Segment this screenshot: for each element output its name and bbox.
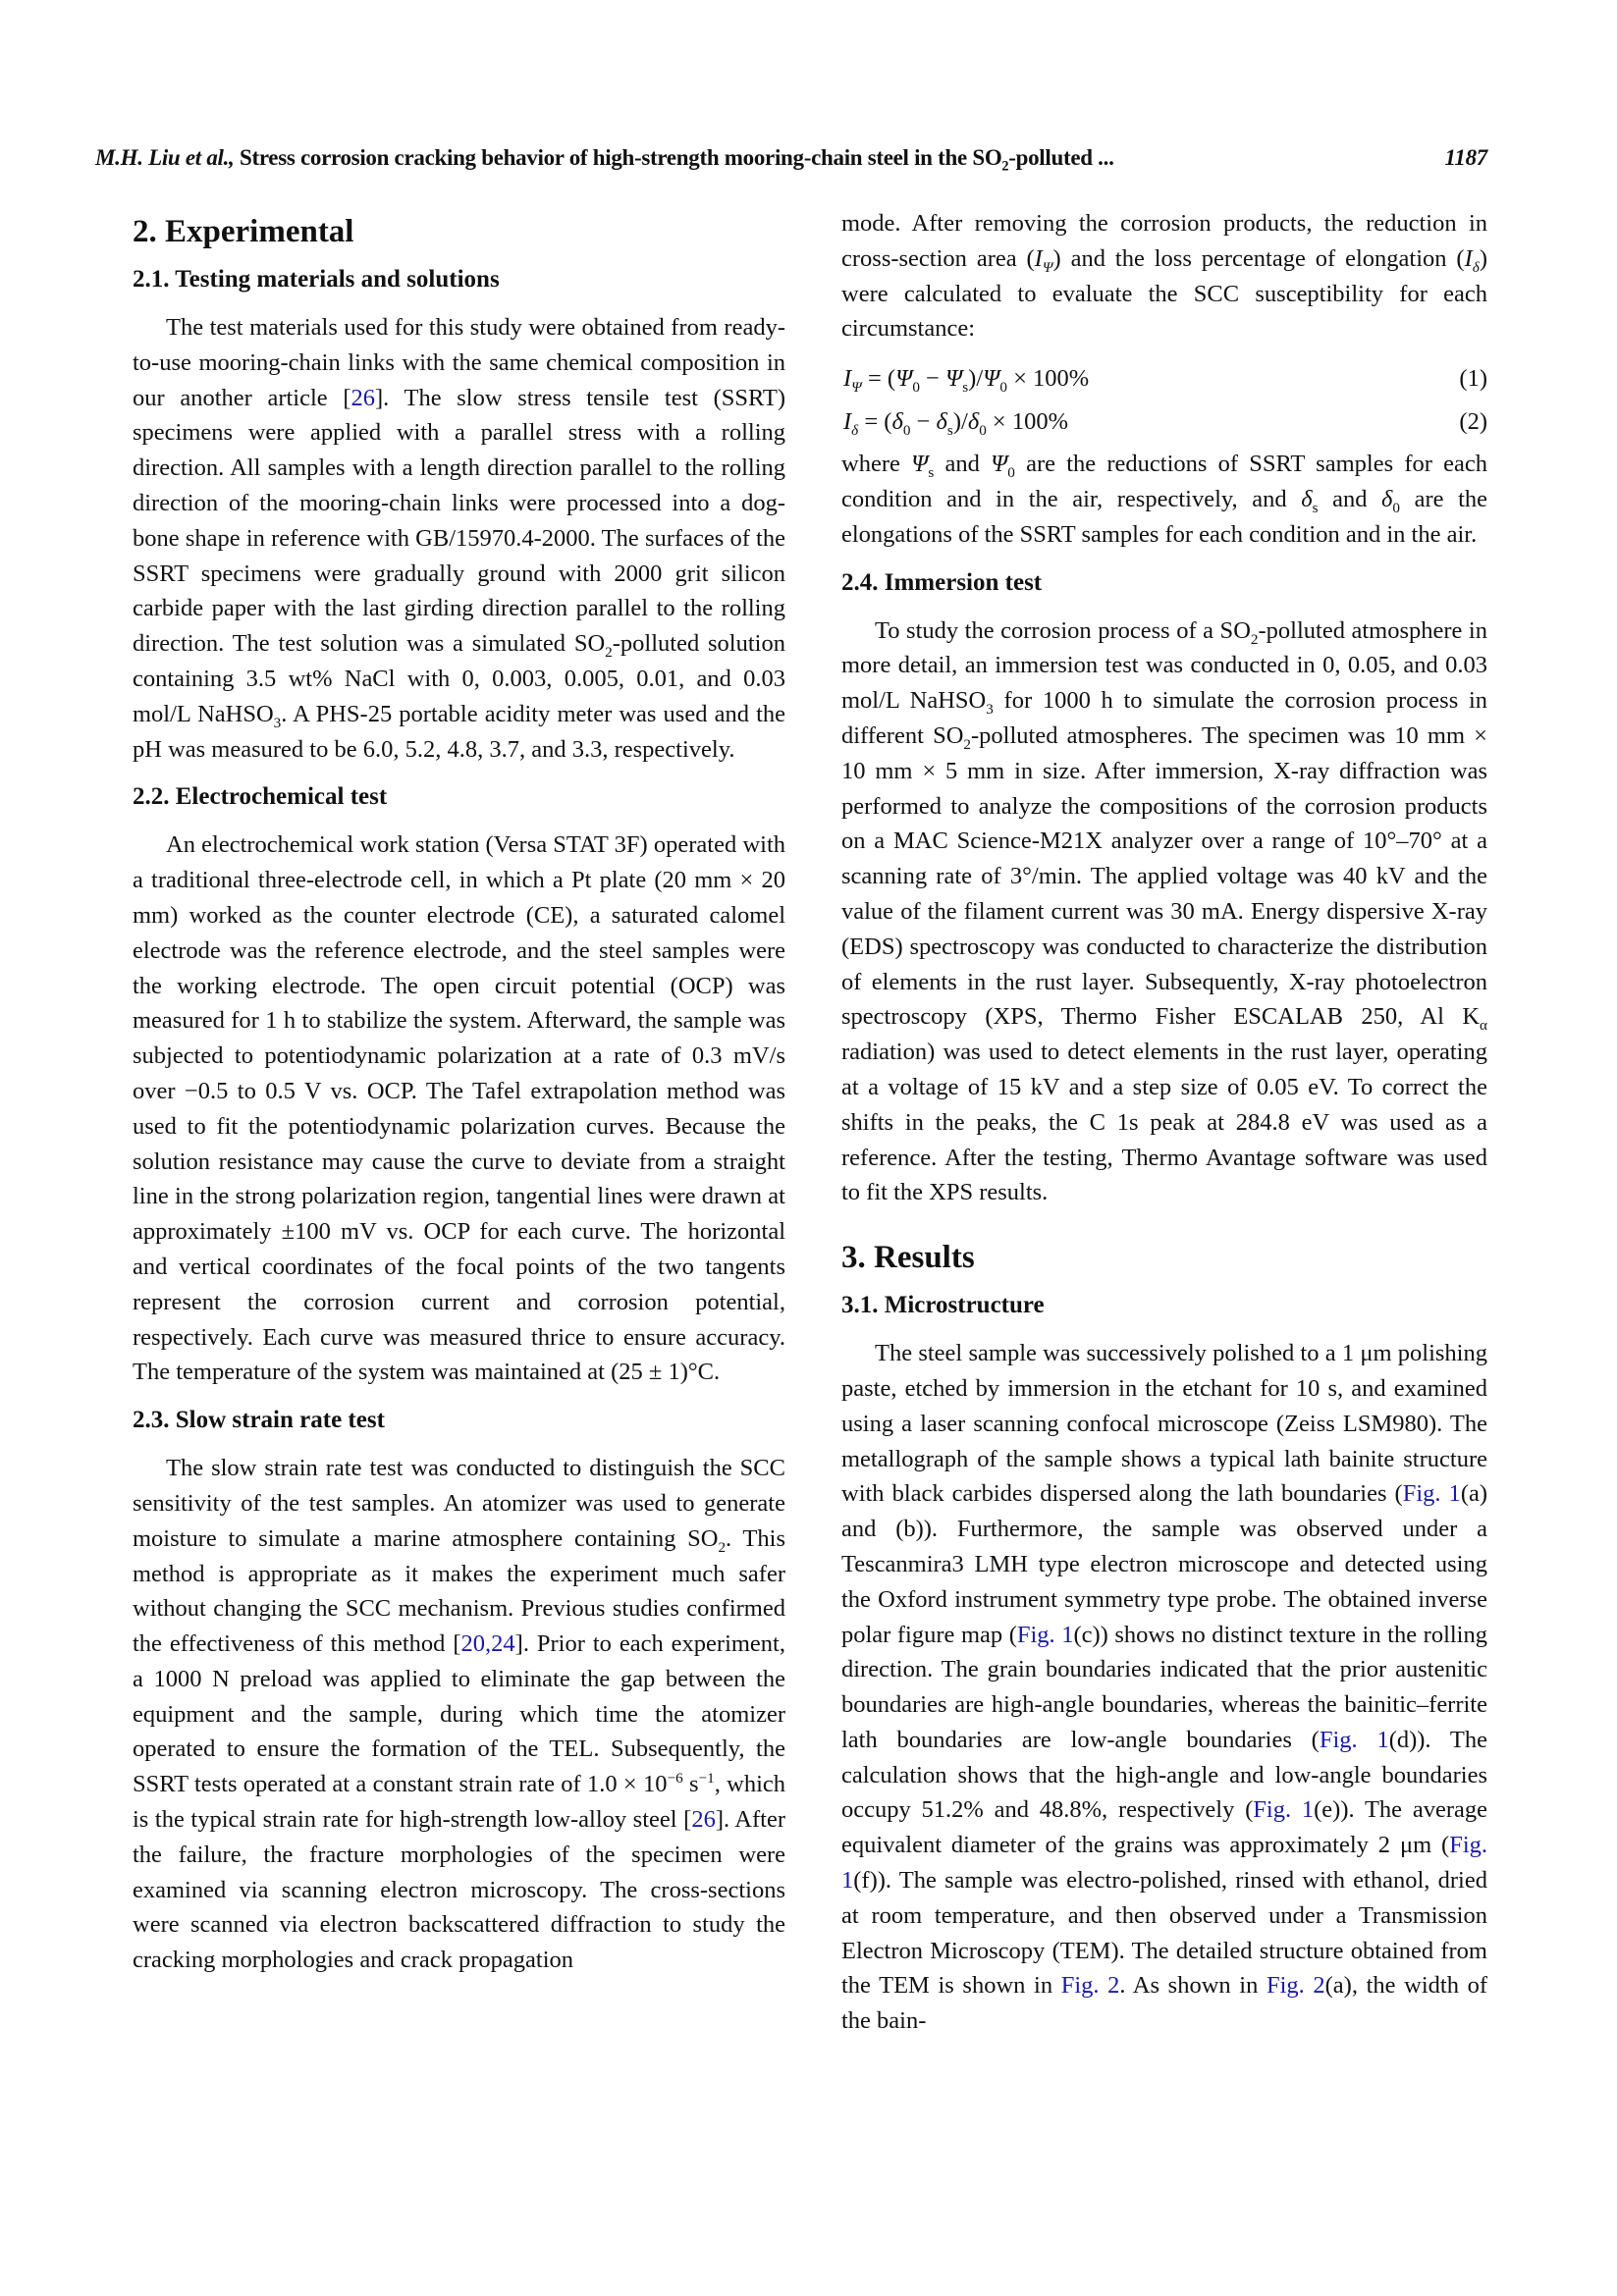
subscript: 2 <box>718 1538 727 1556</box>
text: mode. After removing the corrosion products, the reduction in cross-section area ( <box>841 210 1487 272</box>
text: The slow strain rate test was conducted to distinguish the SCC sensitivity of the test samples. An atomizer was used to generate moisture to simulate a marine atmosphere containing SO <box>133 1455 785 1552</box>
left-column <box>133 206 785 1992</box>
spacer <box>841 1224 1487 1232</box>
text: ) were calculated to evaluate the SCC susceptibility for each circumstance: <box>841 244 1487 343</box>
math-sub: δ <box>1472 258 1480 276</box>
math-var: δ <box>1301 485 1313 512</box>
figure-link[interactable]: Fig. 1 <box>1253 1796 1315 1824</box>
text: radiation) was used to detect elements in the rust layer, operating at a voltage of 15 kV and a step size of 0.05 eV. To correct the shifts in the peaks, the C 1s peak at 284.8 eV was used as a reference. After the testing, Thermo Avantage software was used to fit the XPS results. <box>841 1039 1487 1206</box>
subscript: 2 <box>963 735 971 753</box>
header-authors: M.H. Liu et al., <box>95 145 235 170</box>
text: are the reductions of SSRT samples for each condition and in the air, respectively, and <box>841 451 1487 512</box>
subscript: s <box>1312 499 1319 516</box>
paragraph-slow-strain-rate <box>133 1451 785 1978</box>
figure-link[interactable]: Fig. 1 <box>841 1832 1487 1895</box>
subsection-heading-3-1: 3.1. Microstructure <box>841 1292 1045 1319</box>
text: are the elongations of the SSRT samples for each condition and in the air. <box>841 485 1488 548</box>
math-var: Ψ <box>991 451 1008 478</box>
math-var: Ψ <box>911 451 929 478</box>
text: . As shown in <box>1119 1972 1267 2000</box>
subsection-heading-2-4: 2.4. Immersion test <box>841 568 1043 596</box>
subscript: 3 <box>986 701 994 719</box>
equation-2-number: (2) <box>1459 408 1487 436</box>
text: (f)). The sample was electro-polished, rinsed with ethanol, dried at room temperature, and then observed under a Transmission Electron Microscopy (TEM). The detailed structure obtained from the TEM is shown in <box>841 1867 1487 2000</box>
text: (e)). The average equivalent diameter of the grains was approximately 2 μm ( <box>841 1796 1487 1859</box>
paragraph-where <box>841 447 1487 552</box>
text: ) and the loss percentage of elongation ( <box>1052 244 1465 272</box>
header-title-sub: 2 <box>1001 158 1009 175</box>
math-var: I <box>1464 244 1473 272</box>
section-heading-results: 3. Results <box>841 1240 975 1276</box>
paragraph-immersion-test <box>841 614 1487 1211</box>
text: -polluted atmosphere in more detail, an immersion test was conducted in 0, 0.05, and 0.03 mol/L NaHSO <box>841 616 1487 715</box>
text: (c)) shows no distinct texture in the rolling direction. The grain boundaries indicated that the prior austenitic boundaries are high-angle boundaries, whereas the bainitic–ferrite lath boundaries are low-angle boundaries ( <box>841 1621 1487 1753</box>
text: , which is the typical strain rate for high-strength low-alloy steel [ <box>133 1771 785 1834</box>
text: The test materials used for this study were obtained from ready-to-use mooring-chain links with the same chemical composition in our another article [ <box>133 314 785 411</box>
math-var: I <box>1034 244 1043 272</box>
subscript: 0 <box>1392 499 1401 516</box>
subsection-heading-2-3: 2.3. Slow strain rate test <box>133 1407 385 1434</box>
equation-2-expression: $I_\delta = (\delta_0 - \delta_s)/\delta_0 \times 100\%$ <box>843 408 1069 440</box>
figure-link[interactable]: Fig. 1 <box>1319 1726 1389 1753</box>
equation-1-number: (1) <box>1459 365 1487 393</box>
math-sub: Ψ <box>1042 258 1053 276</box>
paragraph-ssrt-continued <box>841 206 1487 347</box>
paragraph-testing-materials <box>133 310 785 767</box>
header-title-post: -polluted ... <box>1008 145 1114 170</box>
subscript: 3 <box>273 714 282 731</box>
subscript: α <box>1480 1017 1487 1035</box>
figure-link[interactable]: Fig. 2 <box>1266 1972 1325 2000</box>
citation-link[interactable]: 26 <box>691 1806 716 1834</box>
paragraph-electrochemical-test: An electrochemical work station (Versa STAT 3F) operated with a traditional three-electrode cell, in which a Pt plate (20 mm × 20 mm) worked as the counter electrode (CE), a saturated calomel electrode was the reference electrode, and the steel samples were the working electrode. The open circuit potential (OCP) was measured for 1 h to stabilize the system. Afterward, the sample was subjected to potentiodynamic polarization at a rate of 0.3 mV/s over −0.5 to 0.5 V vs. OCP. The Tafel extrapolation method was used to fit the potentiodynamic polarization curves. Because the solution resistance may cause the curve to deviate from a straight line in the strong polarization region, tangential lines were drawn at approximately ±100 mV vs. OCP for each curve. The horizontal and vertical coordinates of the focal points of the two tangents represent the corrosion current and corrosion potential, respectively. Each curve was measured thrice to ensure accuracy. The temperature of the system was maintained at (25 ± 1)°C. <box>133 831 785 1386</box>
superscript: −1 <box>698 1770 715 1788</box>
subscript: s <box>928 464 935 482</box>
subscript: 0 <box>1007 464 1015 482</box>
section-heading-experimental: 2. Experimental <box>133 214 354 249</box>
text: ]. The slow stress tensile test (SSRT) specimens were applied with a parallel stress with a rolling direction. All samples with a length direction parallel to the rolling direction of the mooring-chain links were processed into a dog-bone shape in reference with GB/15970.4-2000. The surfaces of the SSRT specimens were gradually ground with 2000 grit silicon carbide paper with the last girding direction parallel to the rolling direction. The test solution was a simulated SO <box>133 384 786 658</box>
equation-1-expression: $I_\Psi = (\Psi_0 - \Psi_s)/\Psi_0 \times 100\%$ <box>843 365 1090 397</box>
page-number: 1187 <box>1444 145 1487 170</box>
figure-link[interactable]: Fig. 2 <box>1060 1972 1120 2000</box>
text: -polluted solution containing 3.5 wt% NaCl with 0, 0.003, 0.005, 0.01, and 0.03 mol/L NaHSO <box>133 630 785 727</box>
text: To study the corrosion process of a SO <box>875 616 1251 644</box>
text: . A PHS-25 portable acidity meter was used and the pH was measured to be 6.0, 5.2, 4.8, 3.7, and 3.3, respectively. <box>133 700 785 763</box>
subsection-heading-2-2: 2.2. Electrochemical test <box>133 783 388 811</box>
text: ]. After the failure, the fracture morphologies of the specimen were examined via scanning electron microscopy. The cross-sections were scanned via electron backscattered diffraction to study the cracking morphologies and crack propagation <box>133 1806 785 1974</box>
header-title <box>95 145 1114 175</box>
text: . This method is appropriate as it makes the experiment much safer without changing the SCC mechanism. Previous studies confirmed the effectiveness of this method [ <box>133 1524 785 1658</box>
text: (d)). The calculation shows that the high-angle and low-angle boundaries occupy 51.2% and 48.8%, respectively ( <box>841 1726 1488 1824</box>
figure-link[interactable]: Fig. 1 <box>1016 1621 1074 1648</box>
text: (a), the width of the bain- <box>841 1972 1487 2035</box>
math-var: δ <box>1381 485 1393 512</box>
equation-1 <box>841 360 1487 398</box>
text: where <box>841 451 912 478</box>
text: and <box>1318 485 1382 512</box>
citation-link[interactable]: 26 <box>350 384 375 411</box>
text: -polluted atmospheres. The specimen was 10 mm × 10 mm × 5 mm in size. After immersion, X-ray diffraction was performed to analyze the compositions of the corrosion products on a MAC Science-M21X analyzer over a range of 10°–70° at a scanning rate of 3°/min. The applied voltage was 40 kV and the value of the filament current was 30 mA. Energy dispersive X-ray (EDS) spectroscopy was conducted to characterize the distribution of elements in the rust layer. Subsequently, X-ray photoelectron spectroscopy (XPS, Thermo Fisher ESCALAB 250, Al K <box>841 721 1488 1031</box>
superscript: −6 <box>667 1770 683 1788</box>
text: s <box>682 1771 699 1798</box>
equation-2 <box>841 403 1487 441</box>
right-column <box>841 206 1487 2053</box>
running-header <box>95 145 1487 179</box>
figure-link[interactable]: Fig. 1 <box>1402 1480 1461 1508</box>
citation-link[interactable]: 20,24 <box>460 1630 515 1658</box>
text: for 1000 h to simulate the corrosion process in different SO <box>841 687 1487 749</box>
header-title-text: Stress corrosion cracking behavior of high-strength mooring-chain steel in the SO <box>234 145 1002 170</box>
subscript: 2 <box>605 644 613 662</box>
subsection-heading-2-1: 2.1. Testing materials and solutions <box>133 266 500 293</box>
text: and <box>934 451 992 478</box>
text: (a) and (b)). Furthermore, the sample was observed under a Tescanmira3 LMH type electron microscope and detected using the Oxford instrument symmetry type probe. The obtained inverse polar figure map ( <box>841 1480 1488 1648</box>
paragraph-microstructure <box>841 1336 1487 2039</box>
text: The steel sample was successively polished to a 1 μm polishing paste, etched by immersion in the etchant for 10 s, and examined using a laser scanning confocal microscope (Zeiss LSM980). The metallograph of the sample shows a typical lath bainite structure with black carbides dispersed along the lath boundaries ( <box>841 1340 1487 1508</box>
subscript: 2 <box>1250 630 1259 648</box>
text: ]. Prior to each experiment, a 1000 N preload was applied to eliminate the gap between the equipment and the sample, during which time the atomizer operated to ensure the formation of the TEL. Subsequently, the SSRT tests operated at a constant strain rate of 1.0 × 10 <box>133 1630 785 1798</box>
